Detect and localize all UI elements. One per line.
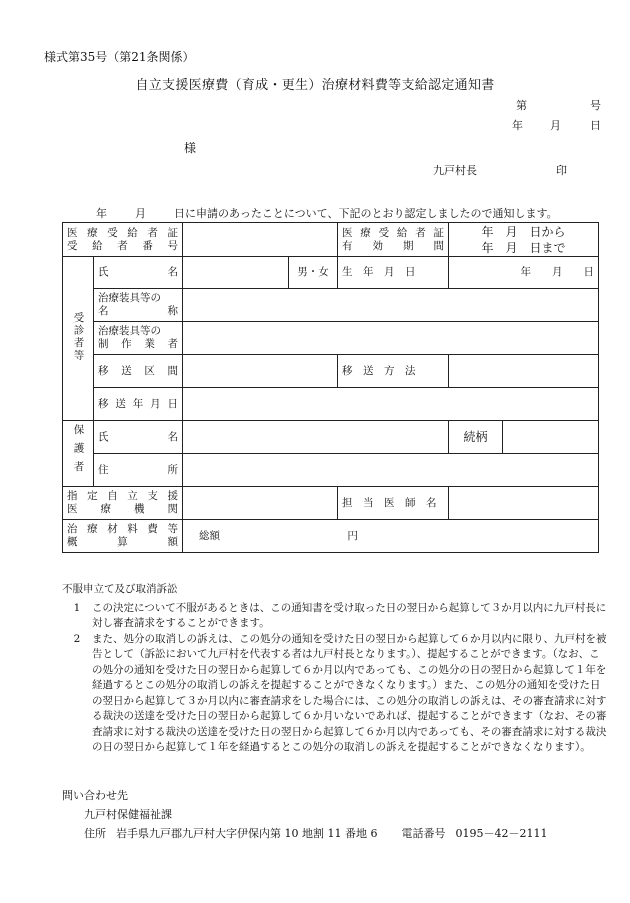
- validity-from: 年 月 日から: [481, 224, 566, 239]
- seal-mark: 印: [556, 164, 567, 177]
- address-label: 住所: [84, 827, 106, 840]
- institution-value[interactable]: [183, 487, 338, 520]
- device-maker-value[interactable]: [183, 322, 599, 355]
- cost-label: 治療材料費等 概算額: [63, 520, 183, 553]
- birth-value[interactable]: 年 月 日: [449, 257, 599, 289]
- contact-address-line: [62, 824, 557, 843]
- certification-table: [62, 222, 599, 553]
- table-row: [63, 355, 599, 388]
- table-row: [63, 223, 599, 257]
- transport-area-label: 移送区間: [94, 355, 183, 388]
- doctor-label: 担 当 医 師 名: [338, 487, 449, 520]
- table-row: [63, 421, 599, 454]
- issue-month-label: 月: [550, 119, 561, 132]
- table-row: [63, 454, 599, 487]
- transport-date-label: 移送年月日: [94, 388, 183, 421]
- contact-info: [62, 786, 557, 843]
- birth-label: 生 年 月 日: [338, 257, 449, 289]
- patient-name-value[interactable]: [183, 257, 289, 289]
- number-suffix: 号: [590, 99, 601, 112]
- list-item: 2 また、処分の取消しの訴えは、この処分の通知を受けた日の翌日から起算して６か月以内に限り、九戸村を被告として（訴訟において九戸村を代表する者は九戸村長となります。）、提起することができます。（なお、この処分の通知を受けた日の翌日から起算して６か月以内であっても、この処分の日の翌日から起算して１年を経過するとこの処分の取消しの訴えを提起することができなくなります。）また、この処分の通知を受けた日の翌日から起算して３か月以内に審査請求をした場合には、この処分の取消しの訴えは、その審査請求に対する裁決の送達を受けた日の翌日から起算して６か月いないであれば、提起することができます（なお、その審査請求に対する裁決の送達を受けた日の翌日から起算して６か月以内であっても、その審査請求に対する裁決の日の翌日から起算して１年を経過するとこの処分の取消しの訴えを提起することができなくなります）。: [73, 632, 607, 753]
- guardian-name-value[interactable]: [183, 421, 449, 454]
- recipient-honorific: 様: [184, 141, 197, 155]
- guardian-address-label: 住所: [94, 454, 183, 487]
- total-label: 総額: [199, 529, 220, 542]
- transport-method-label: 移 送 方 法: [338, 355, 449, 388]
- validity-value[interactable]: [449, 223, 599, 257]
- table-row: [63, 487, 599, 520]
- address-value: 岩手県九戸郡九戸村大字伊保内第 10 地割 11 番地 6: [116, 827, 378, 840]
- contact-department: 九戸村保健福祉課: [84, 808, 172, 821]
- validity-label: 医療受給者証 有効期間: [338, 223, 449, 257]
- contact-heading: 問い合わせ先: [62, 789, 128, 802]
- patient-group-label: 受診者等: [63, 257, 94, 421]
- cost-value[interactable]: [183, 520, 599, 553]
- device-name-label: 治療装具等の 名称: [94, 289, 183, 322]
- issue-year-label: 年: [512, 119, 523, 132]
- list-item: 1 この決定について不服があるときは、この通知書を受け取った日の翌日から起算して３か月以内に九戸村長に対し審査請求をすることができます。: [73, 601, 607, 629]
- guardian-name-label: 氏名: [94, 421, 183, 454]
- patient-name-label: 氏名: [94, 257, 183, 289]
- issue-day-label: 日: [590, 119, 601, 132]
- intro-year: 年: [96, 207, 107, 220]
- yen-unit: 円: [347, 529, 358, 542]
- tel-label: 電話番号: [401, 827, 446, 840]
- intro-sentence: [96, 205, 558, 221]
- table-row: [63, 257, 599, 289]
- relation-label: 続柄: [449, 421, 503, 454]
- transport-area-value[interactable]: [183, 355, 338, 388]
- cert-number-value[interactable]: [183, 223, 338, 257]
- validity-to: 年 月 日まで: [481, 240, 566, 255]
- table-row: [63, 388, 599, 421]
- institution-label: 指定自立支援 医療機関: [63, 487, 183, 520]
- device-name-value[interactable]: [183, 289, 599, 322]
- tel-value: 0195－42－2111: [455, 827, 548, 840]
- document-title: 自立支援医療費（育成・更生）治療材料費等支給認定通知書: [135, 78, 495, 93]
- sender-name: 九戸村長: [433, 164, 477, 177]
- intro-text: 日に申請のあったことについて、下記のとおり認定しましたので通知します。: [174, 207, 558, 220]
- notes-heading: 不服申立て及び取消訴訟: [62, 583, 178, 595]
- intro-month: 月: [135, 207, 146, 220]
- transport-method-value[interactable]: [449, 355, 599, 388]
- table-row: [63, 322, 599, 355]
- number-prefix: 第: [516, 99, 527, 112]
- device-maker-label: 治療装具等の 制作業者: [94, 322, 183, 355]
- appeal-notes: [62, 582, 607, 756]
- guardian-group-label: 保護者: [63, 421, 94, 487]
- table-row: [63, 289, 599, 322]
- sex-option[interactable]: 男・女: [289, 257, 338, 289]
- doctor-value[interactable]: [449, 487, 599, 520]
- form-number: 様式第35号（第21条関係）: [44, 50, 195, 64]
- transport-date-value[interactable]: [183, 388, 599, 421]
- relation-value[interactable]: [503, 421, 599, 454]
- table-row: [63, 520, 599, 553]
- cert-number-label: 医療受給者証 受給者番号: [63, 223, 183, 257]
- guardian-address-value[interactable]: [183, 454, 599, 487]
